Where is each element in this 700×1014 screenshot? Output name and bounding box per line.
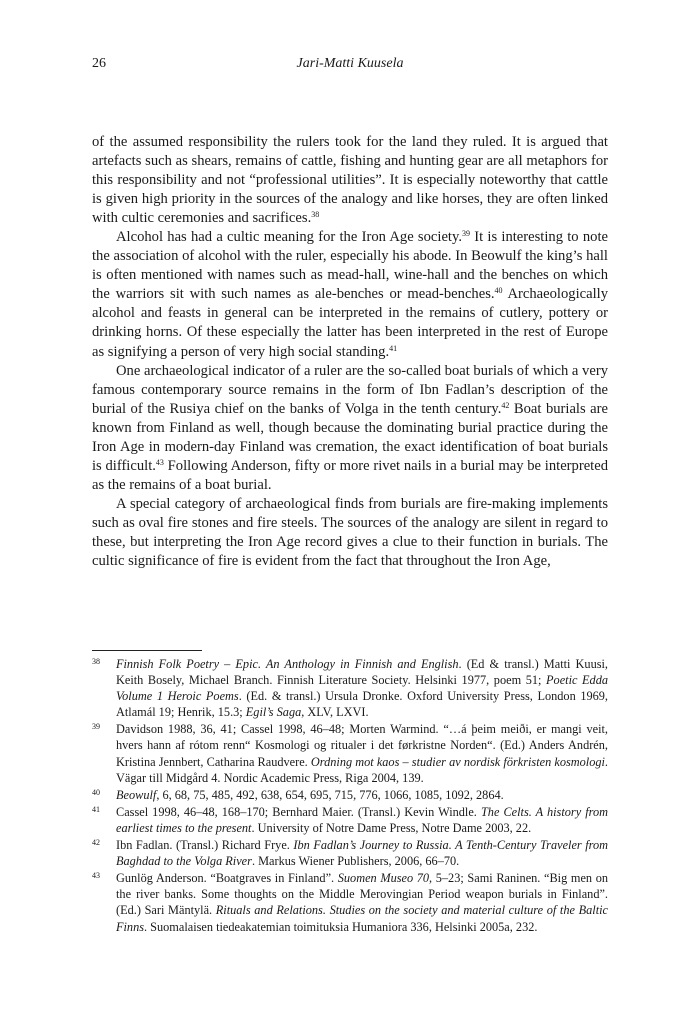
text-run: Cassel 1998, 46–48, 168–170; Bernhard Maier. (Transl.) Kevin Windle. — [116, 804, 481, 819]
paragraph — [92, 133, 608, 228]
text-run: . University of Notre Dame Press, Notre Dame 2003, 22. — [251, 820, 532, 835]
italic-text: Poetic Edda Volume 1 Heroic Poems — [116, 673, 608, 704]
footnote-number: 41 — [92, 804, 100, 814]
italic-text: Ordning mot kaos – studier av nordisk förkristen kosmologi — [310, 754, 605, 769]
italic-text: Suomen Museo 70 — [337, 871, 430, 886]
paragraph — [92, 362, 608, 495]
footnote — [92, 870, 608, 934]
footnote — [92, 656, 608, 720]
footnote-number: 40 — [92, 787, 100, 797]
footnote-ref: 42 — [501, 400, 510, 410]
text-run: , 5–23; Sami Raninen. “Big men on the river banks. Some thoughts on the Middle Merovingian Period weapon burials in Finland”. (Ed.) Sari Mäntylä. — [116, 871, 608, 918]
italic-text: Finnish Folk Poetry – Epic. An Anthology in Finnish and English — [116, 657, 459, 671]
paragraph — [92, 228, 608, 361]
page-header — [92, 56, 608, 74]
italic-text: The Celts. A history from earliest times to the present — [116, 804, 608, 835]
text-run: Alcohol has had a cultic meaning for the Iron Age society. — [116, 229, 462, 246]
text-run: One archaeological indicator of a ruler are the so-called boat burials of which a very famous contemporary source remains in the form of Ibn Fadlan’s description of the burial of the Rusiya chief on the banks of Volga in the tenth century. — [92, 362, 608, 417]
text-run: . Suomalaisen tiedeakatemian toimituksia Humaniora 336, Helsinki 2005a, 232. — [144, 919, 538, 934]
body-text — [92, 133, 608, 571]
text-run: Following Anderson, fifty or more rivet nails in a burial may be interpreted as the remains of a boat burial. — [92, 457, 609, 493]
text-run: Gunlög Anderson. “Boatgraves in Finland”. — [116, 871, 338, 886]
italic-text: Rituals and Relations. Studies on the society and material culture of the Baltic Finns — [116, 903, 608, 934]
running-head: Jari-Matti Kuusela — [296, 56, 404, 71]
footnote — [92, 787, 608, 803]
footnote-ref: 43 — [155, 457, 164, 467]
page-number: 26 — [92, 56, 106, 71]
text-run: . (Ed & transl.) Matti Kuusi, Keith Bosely, Michael Branch. Finnish Literature Society. Helsinki 1977, poem 51; — [116, 657, 608, 688]
footnote-rule — [92, 650, 202, 651]
text-run: Ibn Fadlan. (Transl.) Richard Frye. — [116, 838, 294, 853]
text-run: . (Ed. & transl.) Ursula Dronke. Oxford University Press, London 1969, Atlamál 19; Henrik, 15.3; — [116, 689, 609, 720]
paragraph — [92, 495, 608, 571]
italic-text: Ibn Fadlan’s Journey to Russia. A Tenth-Century Traveler from Baghdad to the Volga River — [116, 838, 608, 869]
footnote — [92, 837, 608, 869]
footnote-ref: 39 — [461, 229, 470, 239]
text-run: , 6, 68, 75, 485, 492, 638, 654, 695, 715, 776, 1066, 1085, 1092, 2864. — [156, 787, 504, 802]
footnote-number: 39 — [92, 722, 100, 732]
text-run: . Vägar till Midgård 4. Nordic Academic Press, Riga 2004, 139. — [116, 754, 608, 785]
text-run: Archaeologically alcohol and feasts in general can be interpreted in the remains of cutlery, pottery or drinking horns. Of these especially the latter has been interpreted in the rest of Europe as signifying a person of very high social standing. — [92, 286, 608, 360]
text-run: Boat burials are known from Finland as well, though because the dominating burial practice during the Iron Age in modern-day Finland was cremation, the exact identification of boat burials is difficult. — [92, 400, 608, 474]
footnote-ref: 41 — [389, 343, 398, 353]
text-run: A special category of archaeological finds from burials are fire-making implements such as oval fire stones and fire steels. The sources of the analogy are silent in regard to these, but interpreting the Iron Age record gives a clue to their function in burials. The cultic significance of fire is evident from the fact that throughout the Iron Age, — [92, 495, 608, 570]
italic-text: Egil’s Saga — [245, 705, 302, 720]
footnote-ref: 40 — [494, 286, 503, 296]
text-run: , XLV, LXVI. — [301, 705, 369, 720]
text-run: . Markus Wiener Publishers, 2006, 66–70. — [251, 854, 460, 869]
text-run: It is interesting to note the association of alcohol with the ruler, especially his abode. In Beowulf the king’s hall is often mentioned with names such as mead-hall, wine-hall and the benches on which the warriors sit with such names as ale-benches or mead-benches. — [92, 229, 608, 303]
footnote-ref: 38 — [311, 210, 320, 220]
italic-text: Beowulf — [116, 787, 157, 802]
footnote-number: 43 — [92, 871, 100, 881]
footnote-number: 38 — [92, 657, 100, 666]
footnote-number: 42 — [92, 838, 100, 848]
text-run: of the assumed responsibility the rulers took for the land they ruled. It is argued that artefacts such as shears, remains of cattle, fishing and hunting gear are all metaphors for this responsibility and not “professional utilities”. It is especially noteworthy that cattle is given high priority in the sources of the analogy and like horses, they are often linked with cultic ceremonies and sacrifices. — [92, 134, 608, 227]
footnote — [92, 721, 608, 785]
text-run: Davidson 1988, 36, 41; Cassel 1998, 46–48; Morten Warmind. “…á þeim meiði, er mangi veit, hvers hann af rótom renn“ Kosmologi og ritualer i det førkristne Norden“. (Ed.) Anders Andrén, Kristina Jennbert, Catharina Raudvere. — [116, 722, 608, 769]
footnote — [92, 804, 608, 836]
footnotes — [92, 656, 608, 936]
